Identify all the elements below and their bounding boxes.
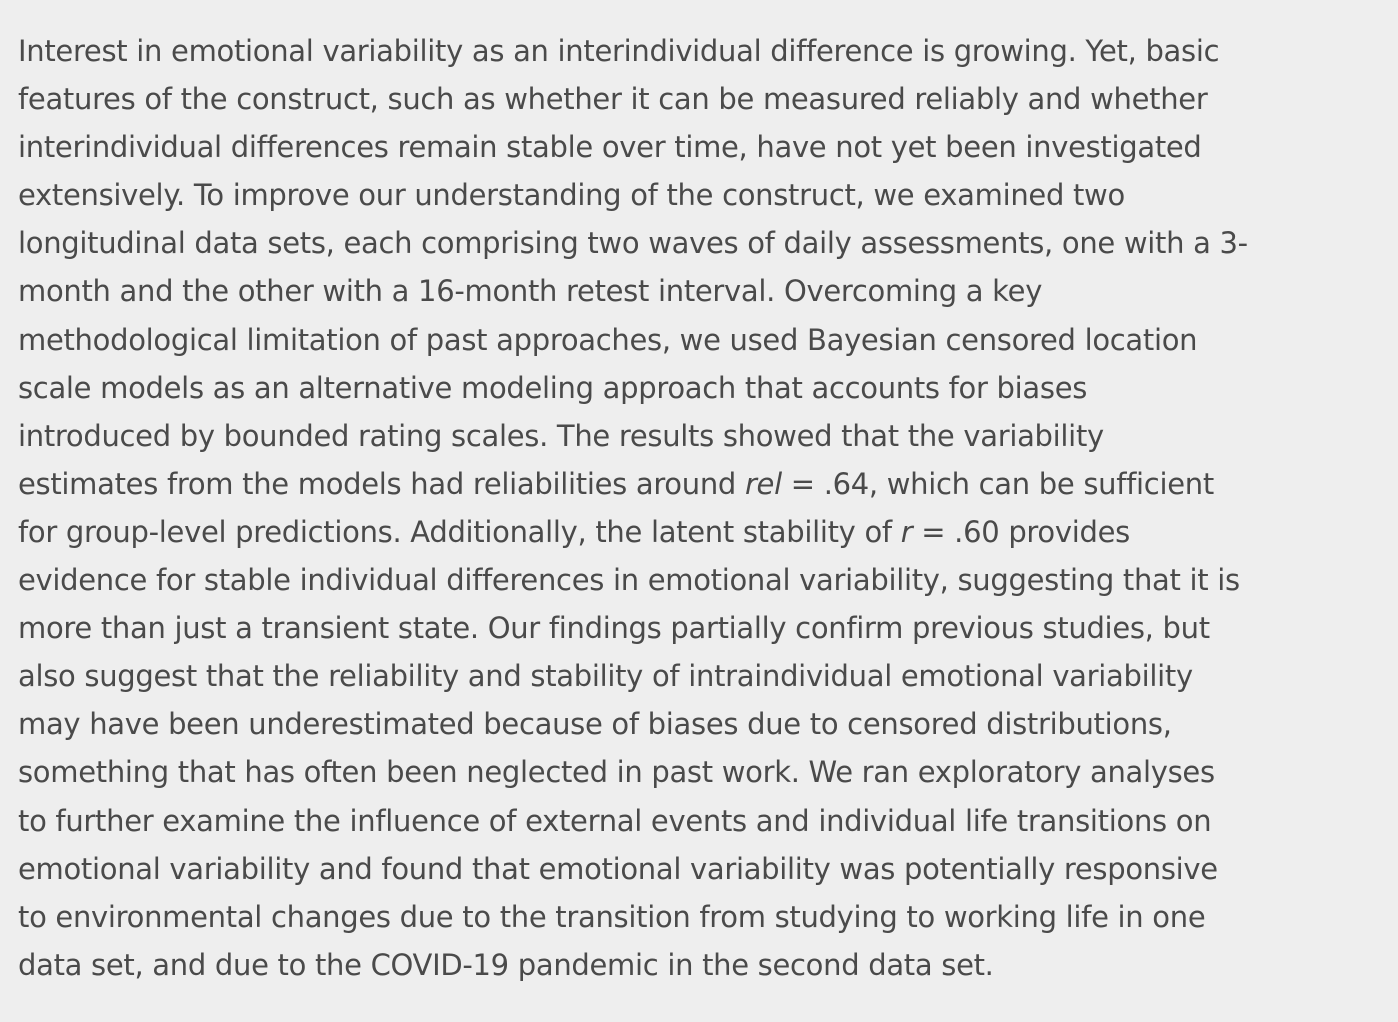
abstract-line-reliability [18,460,1390,508]
statistic-symbol-rel: rel [744,466,782,501]
abstract-line: features of the construct, such as whether it can be measured reliably and whether [18,82,1208,117]
abstract-line: to further examine the influence of external events and individual life transitions on [18,803,1212,838]
abstract-line-text: estimates from the models had reliabilities around [18,466,745,501]
abstract-line: to environmental changes due to the transition from studying to working life in one [18,899,1206,934]
abstract-line: methodological limitation of past approaches, we used Bayesian censored location [18,322,1198,357]
abstract-line: evidence for stable individual differences in emotional variability, suggesting that it is [18,563,1240,598]
abstract-line: data set, and due to the COVID-19 pandemic in the second data set. [18,947,994,982]
abstract-line: may have been underestimated because of biases due to censored distributions, [18,707,1172,742]
abstract-paragraph [18,27,1390,989]
abstract-line: also suggest that the reliability and stability of intraindividual emotional variability [18,659,1193,694]
abstract-line: introduced by bounded rating scales. The results showed that the variability [18,418,1104,453]
abstract-line: interindividual differences remain stable over time, have not yet been investigated [18,130,1202,165]
stability-value-text: = .60 provides [912,514,1130,549]
abstract-line: extensively. To improve our understanding of the construct, we examined two [18,178,1125,213]
abstract-line: longitudinal data sets, each comprising two waves of daily assessments, one with a 3- [18,226,1248,261]
abstract-line: something that has often been neglected in past work. We ran exploratory analyses [18,755,1215,790]
abstract-line: more than just a transient state. Our findings partially confirm previous studies, but [18,611,1210,646]
abstract-line: scale models as an alternative modeling approach that accounts for biases [18,370,1088,405]
abstract-line-text: for group-level predictions. Additionally, the latent stability of [18,514,901,549]
reliability-value-text: = .64, which can be sufficient [781,466,1214,501]
statistic-symbol-r: r [900,514,913,549]
abstract-line: emotional variability and found that emotional variability was potentially responsive [18,851,1218,886]
abstract-line: Interest in emotional variability as an interindividual difference is growing. Yet, basic [18,34,1220,68]
abstract-line-stability [18,508,1390,556]
abstract-line: month and the other with a 16-month retest interval. Overcoming a key [18,274,1043,309]
